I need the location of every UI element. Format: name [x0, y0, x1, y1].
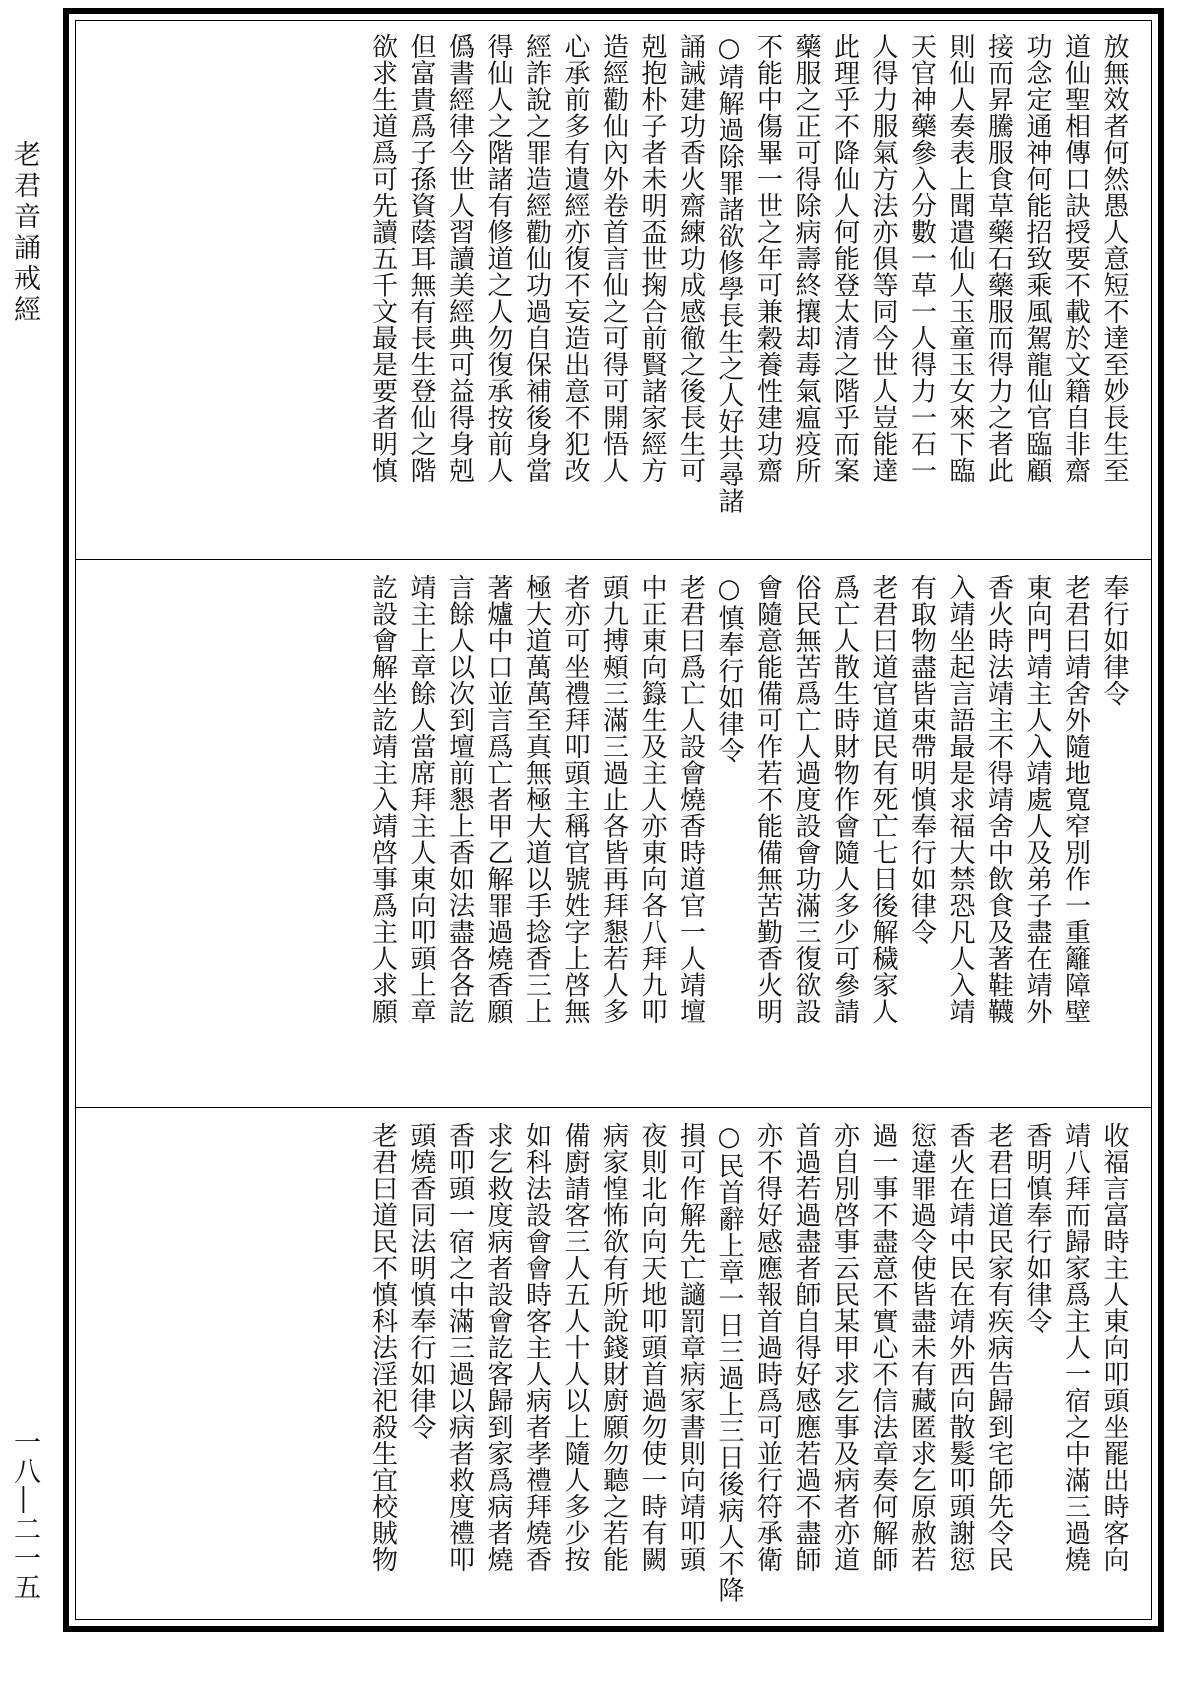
text-column: 造經勸仙內外卷首言仙之可得可開悟人 [598, 33, 629, 484]
text-column: 俗民無苦爲亡人過度設會功滿三復欲設 [791, 574, 821, 1025]
text-column: 奉行如律令 [1099, 574, 1129, 707]
text-column: ○慎奉行如律令 [714, 574, 744, 764]
text-column: 過一事不盡意不實心不信法章奏何解師 [868, 1122, 898, 1573]
text-column: 藥服之正可得除病壽終攘却毒氣瘟疫所 [791, 33, 821, 484]
text-column: 中正東向籙生及主人亦東向各八拜九叩 [637, 574, 667, 1025]
text-column: 頭燒香同法明慎奉行如律令 [406, 1122, 436, 1440]
text-column: 香火時法靖主不得靖舍中飲食及著鞋韈 [983, 574, 1014, 1025]
text-column: 入靖坐起言語最是求福大禁恐凡人入靖 [945, 574, 975, 1025]
text-frame [63, 8, 1164, 1632]
text-column: 亦不得好感應報首過時爲可並行符承衛 [752, 1122, 783, 1573]
panel-top [76, 21, 1151, 559]
text-column: 著爐中口並言爲亡者甲乙解罪過燒香願 [483, 574, 513, 1025]
panel-bottom [76, 1107, 1151, 1633]
text-column: 備廚請客三人五人十人以上隨人多少按 [560, 1122, 590, 1573]
text-column: 東向門靖主人入靖處人及弟子盡在靖外 [1022, 574, 1052, 1025]
text-column: 老君曰爲亡人設會燒香時道官一人靖壇 [675, 574, 706, 1025]
side-title: 老君音誦戒經 [9, 140, 40, 326]
text-column: 靖八拜而歸家爲主人一宿之中滿三過燒 [1060, 1122, 1091, 1573]
text-column: 接而昇騰服食草藥石藥服而得力之者此 [983, 33, 1014, 484]
text-column: ○靖解過除罪諸欲修學長生之人好共尋諸 [714, 33, 744, 514]
panel-middle [76, 559, 1151, 1107]
text-column: 心承前多有遺經亦復不妄造出意不犯改 [560, 33, 590, 484]
text-column: 放無效者何然愚人意短不達至妙長生至 [1099, 33, 1129, 484]
text-column: 首過若過盡者師自得好感應若過不盡師 [791, 1122, 821, 1573]
text-column: 者亦可坐禮拜叩頭主稱官號姓字上啓無 [560, 574, 590, 1025]
text-column: 亦自別啓事云民某甲求乞事及病者亦道 [829, 1122, 860, 1573]
text-column: 誦誡建功香火齋練功成感徹之後長生可 [675, 33, 706, 484]
inner-frame [75, 20, 1152, 1620]
text-column: 但富貴爲子孫資蔭耳無有長生登仙之階 [406, 33, 436, 484]
text-column: 極大道萬萬至真無極大道以手捻香三上 [521, 574, 552, 1025]
text-column: ○民首辭上章一日三過上三日後病人不降 [714, 1122, 744, 1603]
text-column: 經詐說之罪造經勸仙功過自保補後身當 [521, 33, 552, 484]
text-column: 人得力服氣方法亦俱等同今世人豈能達 [868, 33, 898, 484]
text-column: 香火在靖中民在靖外西向散髮叩頭謝愆 [945, 1122, 975, 1573]
side-page-number: 一八―二一五 [9, 1428, 40, 1602]
text-column: 靖主上章餘人當席拜主人東向叩頭上章 [406, 574, 436, 1025]
text-column: 剋抱朴子者未明盃世掬合前賢諸家經方 [637, 33, 667, 484]
text-column: 損可作解先亡讁罰章病家書則向靖叩頭 [675, 1122, 706, 1573]
text-column: 得仙人之階諸有修道之人勿復承按前人 [483, 33, 513, 484]
text-column: 欲求生道爲可先讀五千文最是要者明慎 [367, 33, 398, 484]
text-column: 收福言富時主人東向叩頭坐罷出時客向 [1099, 1122, 1129, 1573]
text-column: 會隨意能備可作若不能備無苦勤香火明 [752, 574, 783, 1025]
text-column: 香明慎奉行如律令 [1022, 1122, 1052, 1334]
text-column: 香叩頭一宿之中滿三過以病者救度禮叩 [444, 1122, 475, 1573]
text-column: 老君曰靖舍外隨地寬窄別作一重籬障壁 [1060, 574, 1091, 1025]
text-column: 有取物盡皆束帶明慎奉行如律令 [906, 574, 937, 945]
text-column: 病家惶怖欲有所說錢財廚願勿聽之若能 [598, 1122, 629, 1573]
text-column: 老君曰道官道民有死亡七日後解穢家人 [868, 574, 898, 1025]
text-column: 頭九搏頰三滿三過止各皆再拜懇若人多 [598, 574, 629, 1025]
text-column: 老君曰道民家有疾病告歸到宅師先令民 [983, 1122, 1014, 1573]
text-column: 不能中傷畢一世之年可兼穀養性建功齋 [752, 33, 783, 484]
text-column: 僞書經律今世人習讀美經典可益得身剋 [444, 33, 475, 484]
text-column: 求乞救度病者設會訖客歸到家爲病者燒 [483, 1122, 513, 1573]
text-column: 夜則北向向天地叩頭首過勿使一時有闕 [637, 1122, 667, 1573]
text-column: 老君曰道民不慎科法淫祀殺生宜校賊物 [367, 1122, 398, 1573]
text-column: 則仙人奏表上聞遣仙人玉童玉女來下臨 [945, 33, 975, 484]
text-column: 天官神藥參入分數一草一人得力一石一 [906, 33, 937, 484]
text-column: 爲亡人散生時財物作會隨人多少可參請 [829, 574, 860, 1025]
text-column: 此理乎不降仙人何能登太清之階乎而案 [829, 33, 860, 484]
text-column: 如科法設會會時客主人病者孝禮拜燒香 [521, 1122, 552, 1573]
text-column: 愆違罪過令使皆盡未有藏匿求乞原赦若 [906, 1122, 937, 1573]
text-column: 言餘人以次到壇前懇上香如法盡各各訖 [444, 574, 475, 1025]
text-column: 道仙聖相傳口訣授要不載於文籍自非齋 [1060, 33, 1091, 484]
text-column: 功念定通神何能招致乘風駕龍仙官臨顧 [1022, 33, 1052, 484]
text-column: 訖設會解坐訖靖主入靖啓事爲主人求願 [367, 574, 398, 1025]
